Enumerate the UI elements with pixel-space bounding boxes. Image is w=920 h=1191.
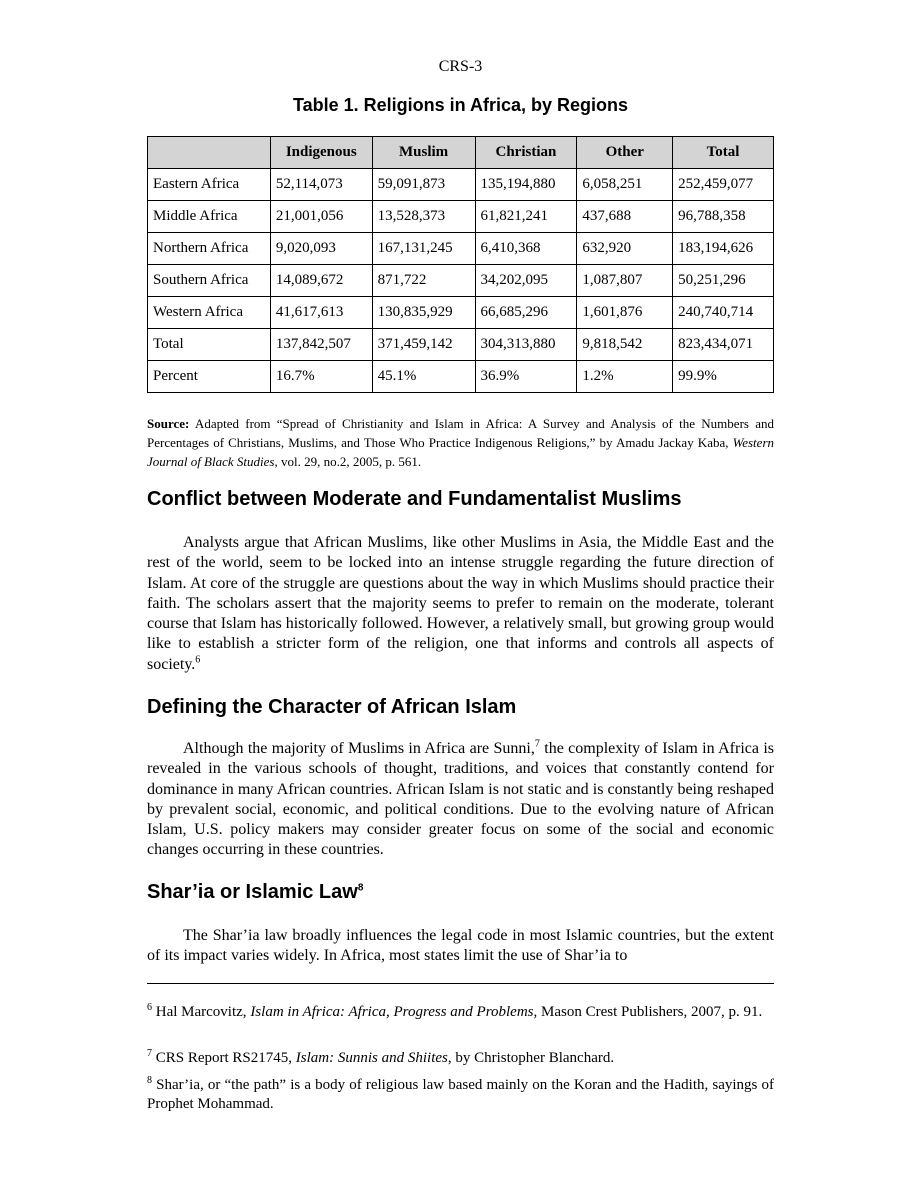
- heading-text: Shar’ia or Islamic Law: [147, 881, 358, 903]
- source-text: Adapted from “Spread of Christianity and Islam in Africa: A Survey and Analysis of the Numbers and Percentages of Christians, Muslims, and Those Who Practice Indigenous Religions,” by Amadu Jackay Kaba,: [147, 416, 774, 450]
- table-cell: 45.1%: [372, 361, 475, 393]
- table-row: [148, 233, 774, 265]
- table-cell: Western Africa: [148, 297, 271, 329]
- table-cell: 252,459,077: [673, 169, 774, 201]
- table-row: [148, 169, 774, 201]
- table-header-cell: Muslim: [372, 137, 475, 169]
- table-cell: 34,202,095: [475, 265, 577, 297]
- table-cell: 6,058,251: [577, 169, 673, 201]
- section-paragraph: [147, 533, 774, 675]
- table-row: [148, 297, 774, 329]
- table-cell: 632,920: [577, 233, 673, 265]
- footnote-title: Islam in Africa: Africa, Progress and Problems: [250, 1004, 534, 1020]
- religions-table: [147, 136, 774, 393]
- source-text-end: , vol. 29, no.2, 2005, p. 561.: [274, 454, 422, 469]
- section-heading: [147, 881, 774, 904]
- table-row-total: [148, 329, 774, 361]
- footnote-ref: 6: [195, 654, 201, 666]
- table-cell: 52,114,073: [270, 169, 372, 201]
- footnote-title: Islam: Sunnis and Shiites: [295, 1050, 448, 1066]
- table-cell: 14,089,672: [270, 265, 372, 297]
- table-header-cell: Indigenous: [270, 137, 372, 169]
- paragraph-text: Analysts argue that African Muslims, like other Muslims in Asia, the Middle East and the rest of the world, seem to be locked into an intense struggle regarding the future direction of Islam. At core of the struggle are questions about the way in which Muslims should practice their faith. The scholars assert that the majority seems to prefer to remain on the moderate, tolerant course that Islam has historically followed. However, a relatively small, but growing group would like to establish a stricter form of the religion, one that informs and controls all aspects of society.: [147, 534, 774, 673]
- footnote-text: Hal Marcovitz,: [152, 1004, 251, 1020]
- table-cell: 1,601,876: [577, 297, 673, 329]
- footnote-text: CRS Report RS21745,: [152, 1050, 296, 1066]
- table-cell: 304,313,880: [475, 329, 577, 361]
- table-cell: Total: [148, 329, 271, 361]
- table-title: Table 1. Religions in Africa, by Regions: [292, 95, 629, 115]
- footnote-number: 6: [147, 1002, 152, 1013]
- paragraph-text: Although the majority of Muslims in Africa are Sunni,: [183, 740, 535, 757]
- table-row-percent: [148, 361, 774, 393]
- footnote: [147, 1003, 774, 1022]
- table-cell: 240,740,714: [673, 297, 774, 329]
- table-cell: 9,020,093: [270, 233, 372, 265]
- table-cell: 61,821,241: [475, 201, 577, 233]
- footnote-divider: [147, 983, 774, 984]
- table-cell: 9,818,542: [577, 329, 673, 361]
- table-cell: 823,434,071: [673, 329, 774, 361]
- footnote-text: , Mason Crest Publishers, 2007, p. 91.: [533, 1004, 763, 1020]
- table-cell: 437,688: [577, 201, 673, 233]
- table-cell: 167,131,245: [372, 233, 475, 265]
- table-cell: 36.9%: [475, 361, 577, 393]
- table-cell: 41,617,613: [270, 297, 372, 329]
- table-cell: 6,410,368: [475, 233, 577, 265]
- table-cell: 137,842,507: [270, 329, 372, 361]
- table-cell: 135,194,880: [475, 169, 577, 201]
- source-label: Source:: [147, 416, 190, 431]
- table-cell: 50,251,296: [673, 265, 774, 297]
- section-paragraph: The Shar’ia law broadly influences the legal code in most Islamic countries, but the extent of its impact varies widely. In Africa, most states limit the use of Shar’ia to: [147, 927, 774, 965]
- footnote: [147, 1076, 774, 1114]
- footnote-ref: 8: [357, 882, 364, 894]
- table-cell: 13,528,373: [372, 201, 475, 233]
- section-paragraph: [147, 739, 774, 861]
- source-journal: Western Journal of Black Studies: [147, 435, 774, 469]
- page-label: CRS-3: [438, 58, 483, 75]
- footnote-text: , by Christopher Blanchard.: [447, 1050, 615, 1066]
- table-cell: 66,685,296: [475, 297, 577, 329]
- table-cell: 59,091,873: [372, 169, 475, 201]
- table-cell: Middle Africa: [148, 201, 271, 233]
- footnote: [147, 1049, 774, 1068]
- table-cell: 1,087,807: [577, 265, 673, 297]
- table-source-note: [147, 414, 774, 471]
- table-cell: 871,722: [372, 265, 475, 297]
- table-cell: 1.2%: [577, 361, 673, 393]
- table-cell: 21,001,056: [270, 201, 372, 233]
- table-header-cell: [148, 137, 271, 169]
- footnote-ref: 7: [534, 738, 540, 750]
- table-cell: 96,788,358: [673, 201, 774, 233]
- table-cell: 371,459,142: [372, 329, 475, 361]
- table-cell: Eastern Africa: [148, 169, 271, 201]
- footnote-number: 7: [147, 1048, 152, 1059]
- section-heading: Defining the Character of African Islam: [147, 696, 517, 718]
- table-cell: 130,835,929: [372, 297, 475, 329]
- table-row: [148, 265, 774, 297]
- table-cell: 16.7%: [270, 361, 372, 393]
- table-row: [148, 201, 774, 233]
- footnote-number: 8: [147, 1075, 152, 1086]
- paragraph-text: the complexity of Islam in Africa is revealed in the various schools of thought, traditions, and voices that constantly contend for dominance in many African countries. African Islam is not static and is constantly being reshaped by prevalent social, economic, and political conditions. Due to the evolving nature of African Islam, U.S. policy makers may consider greater focus on some of the social and economic changes occurring in these countries.: [147, 740, 775, 859]
- table-cell: 99.9%: [673, 361, 774, 393]
- table-cell: Northern Africa: [148, 233, 271, 265]
- table-header-cell: Total: [673, 137, 774, 169]
- table-header-row: [148, 137, 774, 169]
- table-cell: Percent: [148, 361, 271, 393]
- table-header-cell: Christian: [475, 137, 577, 169]
- table-cell: Southern Africa: [148, 265, 271, 297]
- table-cell: 183,194,626: [673, 233, 774, 265]
- footnote-text: Shar’ia, or “the path” is a body of religious law based mainly on the Koran and the Hadith, sayings of Prophet Mohammad.: [147, 1077, 774, 1112]
- table-header-cell: Other: [577, 137, 673, 169]
- section-heading: Conflict between Moderate and Fundamentalist Muslims: [147, 488, 682, 510]
